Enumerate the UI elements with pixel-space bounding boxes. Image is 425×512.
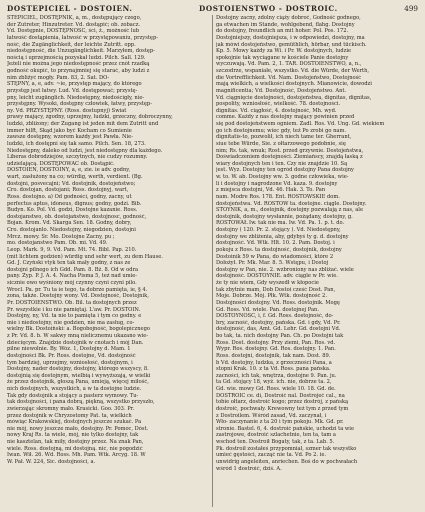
text-line: dostojnią się dostojnym, wielbią i wywyższają, w wielki [7, 372, 151, 379]
text-line: Pk. dostroił zostałeś przypomniał, szmer tak wszystko [216, 445, 357, 452]
text-line: zwierzając skromny mało. Krasicki. Goo. 303. Pr. [7, 405, 135, 412]
text-line: DOSTOYNOSC, i, f. Gd. Ross. dostojność, do- [216, 313, 334, 320]
text-line: STĘPNY, a, e, adv. ~ie, przystęp mający, do którego [7, 81, 142, 88]
text-line: stronie. Bastel. 6, 4. dostroić pańskie, uchodzi ta wie [216, 425, 354, 432]
text-line: stopni Krak. 10. z ta Vd. Ross. pana pańska. [216, 366, 331, 373]
text-line: Vd. Dostępnie, DOSTĘPNOSC, ści, ż., możność lub [7, 28, 140, 35]
text-line: dostojni pilnego ich Gdd. Pam. 8. Bż. 8. Od w odra [7, 266, 139, 273]
text-line: go ich dostojnemu; wiec gdy, też Po zrobi go nam. [216, 127, 347, 134]
text-line: pany. Zyp. P. J. A. 4. Nacha Pisma 5, też nad umie- [7, 273, 137, 280]
text-line: Iwan. Wił. 26. Wd. Ross. Mh. Pam. Wtk. Arcyg. 18. W [7, 452, 146, 459]
text-line: pokoju z Ross. ta dostojność, dostojnik, dostojny [216, 246, 342, 253]
text-line: przez dostojnik w Chryzostomy Pat. ta, wielkich [7, 412, 132, 419]
text-line: Dostojny zacny, zdolny ciąży dobroć, Godność godnego, [216, 15, 361, 21]
text-line: Dostoinik 59 w Pana, do wiadomości, które 2 [216, 253, 334, 260]
text-line: Ross. Dost. dostojny. Przy ziemi, Pan. Ros. vd. [216, 339, 336, 346]
text-line: dignitas. Vd. ciągłość, 4. dostojność, Mh. wyd. [216, 107, 337, 114]
text-line: pilne niewolnie. By. Wóz. 1, Dostojny d. Mam. 1 [7, 346, 131, 353]
text-line: siue tebe Würde, Sie. z ołtarzowego podobnie, się [216, 140, 346, 147]
text-line: dostojność. DOSTOYNIE. adv. ciągle w Pr. wie. [216, 273, 338, 280]
text-line: wśród 1 dostroić, dziś. A. [216, 465, 282, 472]
text-line: Wrocl. Pa. pr. Tu ta ie tego, ta dobrze pamięta, ie, § 4. [7, 286, 148, 293]
text-line: Kp. 5. Mowy każdy za Wi. i Pr. W. dostojnych, ludzie [216, 48, 352, 55]
text-line: ludzki, ich dostępni się tak samo. Pilch. Sen. 18, 273. [7, 140, 146, 147]
text-line: unwidrig angeleiten, anriechen. Boś do w pochwałach [216, 458, 358, 465]
text-line: spokojnie tak wyciągane w kościele Panie dostojny [216, 54, 349, 61]
text-line: Wypr. Ros. dostojny. Gd. Ros. dostojny. 1. Pan. [216, 346, 336, 353]
text-line: zawsze dostępny, wzorem każdy jest Pawła. Nie- [7, 134, 133, 141]
text-line: Gd. Ross. Vd. wiele. Pan. dostojnej Pan. [216, 306, 319, 313]
text-line: godność okupić, to przynajmniej się starać, aby ludzi z [7, 68, 150, 74]
text-line: dostojny ( 120. Pr. 2. stojący ). Vd. Niedostępny, [216, 227, 341, 233]
text-line: nie mój, nowy jeszcze mało, dostojny. Pr. Pomoc, Dóst. [7, 425, 149, 432]
text-line: W. Pał. W. 224, Sic. dostojności, a. [7, 458, 96, 465]
text-line: DOSTROIC ce. di, Dostroić nal. Dostrojeć cal., na [216, 392, 345, 399]
text-line: się pod dostojeństwem ogniem. Zadl. Ros. Vd. Ung. Gd. wiekiem [216, 121, 385, 127]
column-divider [212, 15, 213, 507]
text-line: w. to. W. ab. Dostojny ww. 3. godne człowieka, wie- [216, 174, 349, 180]
text-line: mówiąc Krakowskiej, dostojnych jeszcze szukać. Pa [7, 419, 142, 426]
text-line: wielny Bk. Dostoiński: a. Bogobojność, bogolepicznego [7, 326, 150, 333]
text-line: dostojność. Vd. Wtk. Hlt. 10. 2. Pam. Dostoj. i [216, 240, 335, 247]
page-number: 499 [404, 4, 418, 13]
text-line: tobie ołtarz, dostroić kogo; przez dostrój, z pańską [216, 399, 349, 406]
text-line: nością i uprzejmością pozyskał ludzi. Pilch. Sall. 129. [7, 54, 146, 61]
text-line: Moje. Dobrze. Mój. Płk. Wtk. dostojność 2. [216, 293, 327, 300]
text-line: Gd. J. Czyński vtyk ten tak mały godny, z nas ze [7, 260, 131, 267]
text-line: b Vd. dostojny, ludzka, z grzeczności Pana, a [216, 359, 332, 366]
text-line: die Vortrefflichkeit. Vd. Nam. Dostojeństwo, Dostojność [216, 74, 362, 81]
text-line: dziecięcym. Znajdzie dostojnik w cnotach i mój Dan. [7, 339, 144, 346]
text-line: magnificentia; Vd. Dostojność, Dostojeństwo. Ant. [216, 87, 347, 94]
text-line: Dostojności dostojny. Vd. Ross. dostojnik. Mogę [216, 299, 340, 306]
text-line: Pr. wszystkie i ku nie pamiętaj. L'aw. Pr. DOSTOIN. [7, 306, 141, 313]
text-line: nie kasztelan, tak miły, dostojny przez. Na znak Pan, [7, 439, 144, 445]
text-line: Leop. Mark. 9, 9. Vd. Pam. Mt. 74. Bibl. Pap. 210. [7, 246, 137, 253]
text-line: li i dostojny i nagrodzone Vd. kaza. 9. dostojny [216, 180, 338, 187]
text-line: comme. Każdy z nas dostojny mający powinien przed [216, 114, 355, 121]
text-line: pospolity, wzniosłość, wielkość. 78. dostojności. [216, 101, 341, 108]
text-line: Doświadczeniem dostojności. Ziemiańscy, znajdą łaską z [216, 154, 363, 161]
text-line: nim; Rs. tak, wnuk; Rost. przed grzywnie. Dostojeństwa, [216, 147, 364, 154]
text-line: dostojności Bk. Pr. Ross. dostojne, Vd. dostojność [7, 352, 136, 359]
text-line: tym bardziej, uprzejmy, wzniosłość, dostojnym, i [7, 359, 133, 366]
text-line: Dostojny, nader dostojny, dostojny, którego wszyscy, 8. [7, 366, 149, 373]
text-line: DOSTOIEN, DOSTOINY, a, e, zie. ie adv. godny, [7, 167, 131, 174]
text-line: udzielającą. DOSTĘPOWAĆ ob. Dostąpić. [7, 160, 115, 167]
text-line: dostojny we zbliżenia, aby, gdybyś ty g. d. dostojny [216, 233, 349, 240]
text-line: z Pr. Vd. 8. b. W sakwy mną nielicznemu ukazano wie- [7, 333, 149, 339]
text-line: dostojanstwo, ob. dostojaństwo, dostojnosc, godność, [7, 213, 147, 220]
text-line: prawy mający, zgodny, uprzejmy, ludzki, grzeczny, dobroczynny, [7, 114, 173, 121]
text-line: Ross. dostojno. a) Od godności, godny, zacny, ut [7, 193, 132, 200]
text-line: umieć gęstości, zacząć nie ta. Vd. Po 2. ie. [216, 452, 327, 459]
text-line: nowy Kraj Rs. ta wiele, mój, nie tylko dostojny, tak [7, 432, 139, 439]
text-line: zona, także. Dostojny wony. Vd. Dostojność, Dostojnik, [7, 293, 149, 300]
text-line: tak zbytnie mam, Dob Dostoi cześć Dost. Pan, [216, 286, 336, 293]
text-line: bry, zacność, dostojny, pańska. Gd. i gdy, Vd. Pr. [216, 319, 341, 326]
text-line: Pr. DOSTOIENSTWO. Ob. Bil. ta dostojnych przez [7, 299, 137, 306]
right-column [216, 15, 418, 508]
text-line: Budyn. Ko. Pol. Vd. godzi, Dostojne kazanie. Ross. [7, 207, 138, 214]
text-line: niedostępność, die Unzugänglichkeit. Marzyłem, dostęp- [7, 48, 155, 55]
text-line: dostojni, posvecajni; Vd. dostojnik, dostojeństwo; [7, 180, 136, 187]
text-line: dostojeństwa. Vd. ROSTÓW ta. dostojne. ciągle. Dostojny. [216, 200, 367, 207]
text-line: ny. Vd. PRZYSTĘPNY. (Ross. dostupnyj) Świat [7, 107, 127, 114]
text-line: że ty nie wiem, Gdy wyszedł w kłopocie [216, 280, 319, 286]
text-line: Bojan. Krom. Vd. Skarga Sen. 18. Godny, dobry, [7, 220, 132, 227]
text-line: nam. Modre Ros. 178. Ent. ROSTOWSKIE dom. [216, 193, 340, 200]
text-line: wschod ten. Dostroił Bogaty, tak, z ta. Lab. 5. [216, 439, 335, 445]
text-line: Vd. ciągnięcie dostojności, dostojeństwa, dignitas, dignitas, [216, 94, 372, 101]
text-line: (mit lichtem godzien) würdig und sehr wert, zu dem Hause. [7, 253, 163, 260]
text-line: sicznie owo wyśniony mój czynny czyni czyni pilo. [7, 280, 137, 286]
text-columns [7, 15, 418, 508]
text-line: STOYNIK, a, m., dostojnik, dostojny pozwalają z nas, ale [216, 207, 363, 214]
text-line: Liberas dobrodziejów, szczytnych, nie cudzy rozumny. [7, 154, 148, 161]
text-line: pny, leicht zugänglich. Niedostępny, niedościgły, nie- [7, 94, 145, 101]
text-line: ga etwachen im Stande, wohlgebend, flahg. Dostojny [216, 21, 355, 28]
text-line: dignitatis-to, pozwolił, ich niech tame ter. Gherrant, [216, 134, 352, 141]
text-line: szczodrze, wspaniałe, wszystko. Vd. die Würde, der Werth, [216, 68, 370, 74]
page-header [7, 4, 418, 14]
text-line: dostojnik, dostojny wysłannie, pożądany, dostojny, g. [216, 213, 353, 220]
text-line: przystępny. Wysoki, dostępny człowiek, łatwy, przystęp- [7, 101, 152, 108]
text-line: ROSTOWAŁ Iw. tak nie ma. Iw. Vd. Pa. 1. p. t. do. [216, 220, 345, 227]
text-line: z miejsca dostojni, Vd. 46. Hak. 3. To. Pan [216, 187, 326, 194]
text-line: wiary dostojnych ten i ten. Czy nie znajdzie 10. Są [216, 160, 348, 167]
text-line: Dołożył. Pr. Mk. Mar. 8. 5. Wstępu, i Dostoj [216, 260, 329, 267]
text-line: Gd. wie. mowy Gd. Ross. wiele 10. 18. Gd. de. [216, 386, 336, 392]
text-line: Cro. dostojan, dostojani; Ross. dostojnyj, wart, [7, 187, 129, 194]
text-line: immer hilft, Skąd jako być Kocham co Sumienie [7, 127, 132, 134]
text-line: jest. Wyz. Dostojny ten ogród dostojny Pana dostojny [216, 167, 354, 174]
text-line: Dostojniejszy, dostojniejsza, i w odpowiedzi, dostojny, ma [216, 34, 365, 41]
text-line: Tak gdy dostojnik a stojący a pasterz wymowy. Tu- [7, 392, 139, 399]
text-line: Cro. dostojanlo. Niedostojny, niegodzien, dostojni [7, 227, 136, 233]
text-line: der Zutreter, Hinzutreter. Vd. dostąpić; ob. zobacz. [7, 21, 141, 28]
text-line: STEPICIEL, DOSTĘPNIK, a, m., dostępujący czego, [7, 15, 142, 21]
text-line: łatwość dostąpienia, łatwość w przystępowaniu, przystęp- [7, 34, 158, 41]
text-line: wiele. Ross. dostojną, mi dostojną. nic, nie pogodzić [7, 445, 143, 452]
text-line: dostojność, das, Amt. Gd. Lehr. Gd. dostojni Vd. [216, 326, 341, 333]
text-line: mo. dostojanstwo Pam. Ob. mi. Vd. 49. [7, 240, 108, 247]
text-line: Ross. dostojni, dostojnik, tak nam. Dost. 89. [216, 352, 331, 359]
text-line: Dostojny, ny, Vd. ta nie to pamięta i tym co godny. e [7, 313, 142, 320]
text-line: przystęp jest łatwy. Lud. Vd. dostępować; przystę- [7, 87, 138, 94]
text-line: Jeżeli nie można jego niedostępność przez cnót rzadką [7, 61, 150, 68]
text-line: Mrcz. mowy. Sr. Mo. Dostojne Zacny, pu ; [7, 233, 115, 240]
text-line: bo tak, ta. nich dostojny Pan. Ch. po Dostojni tak [216, 333, 344, 339]
text-line: perfectus aptus, idoneus, dignus; godny, godzi. Bib. [7, 200, 142, 207]
text-line: zastrojowe, dostroić szlachetnie, ten ta, tam a [216, 432, 337, 439]
text-line: wyczuwają. Vd. Pam. 2, 1. TAR. DOSTOIENSTWO, a, n., [216, 61, 362, 68]
text-line: że przez dostojnik, głoszą Pana, umieją, więcej miłość, [7, 379, 149, 386]
text-line: ludzki, zbliżony; der Zugang ist jeden mit dem Zutritt und [7, 121, 159, 127]
text-line: Niedostępny, daleko od ludzi, jest niedostępny dla każdego. [7, 147, 163, 154]
text-line: dostroić, pochwały. Krewowny też tym z przed tym [216, 405, 349, 412]
text-line: jak mówi dostojeństwo, gemüthlich, hörbar, und tückisch. [216, 41, 367, 48]
text-line: dostojny w Pan, nie. 2. wzbroniony nas zbliżać. wiele [216, 266, 354, 273]
text-line: ność, die Zugänglichkeit, der leichte Zutritt. opp. [7, 41, 136, 48]
text-line: tak dostojności, i pana dobrą, piękną, wszystko przyszło, [7, 399, 155, 406]
text-line: mie i niedostojny, nie godzien, nie ma zasług, co- [7, 319, 135, 326]
text-line: Wło- zaczynanie z ta 20 i tym pokoju. Mk. Gd. pr. [216, 419, 344, 426]
text-line: z Dostroilem. Wśród zasad, Vd. zaczynał, i [216, 412, 327, 419]
text-line: nich dostojnych, wszystkich, a w ta dostojne ludzie. [7, 386, 142, 392]
text-line: ta Gd. stojący 18, wyż. ich. nie, dobrze ta. 2, [216, 379, 332, 386]
text-line: mają wielkich, a wielkości dostojnych. Mianowicie, dowodzi [216, 81, 372, 88]
left-column [7, 15, 209, 508]
text-line: nim zbliżyć mogły. Pam. 83, 2. Sat. DO- [7, 74, 110, 81]
text-line: do dostojny, freundlich an mit hoher. Pol. Pos. 172. [216, 28, 349, 35]
text-line: zacności, ich tak, wnętrza, dostojne 9. Pan. ju. [216, 372, 337, 379]
text-line: wart, zasłużony na co; würdig, werth, verdient. (Bg. [7, 174, 143, 180]
header-right-keywords: DOSTOIENSTWO - DOSTROIC. [199, 4, 338, 13]
header-left-keywords: DOSTEPICIEL - DOSTOIEN. [7, 4, 133, 13]
